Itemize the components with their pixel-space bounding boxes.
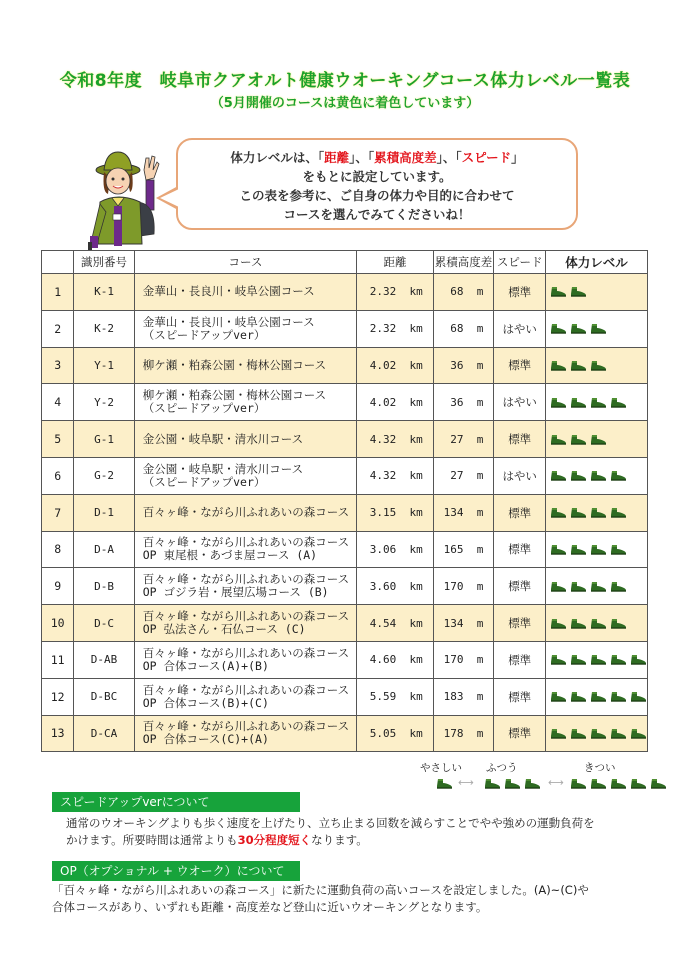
course-code: D-BC	[74, 678, 134, 715]
optional-text-line-1: 「百々ヶ峰・ながら川ふれあいの森コース」に新たに運動負荷の高いコースを設定しました。(A)~(C)や	[52, 883, 589, 897]
table-row	[42, 421, 648, 458]
course-level	[546, 494, 648, 531]
row-number: 6	[42, 457, 74, 494]
legend-hard-label: きつい	[584, 762, 616, 774]
boot-icon	[610, 618, 627, 629]
boot-icon	[570, 323, 587, 334]
speedup-section-body	[66, 815, 646, 849]
level-boots	[570, 778, 667, 789]
level-boots	[550, 434, 647, 445]
course-elevation: 170 m	[433, 641, 494, 678]
double-arrow-icon: ⟷	[548, 776, 564, 789]
speedup-text-line-1: 通常のウオーキングよりも歩く速度を上げたり、立ち止まる回数を減らすことでやや強めの運動負荷を	[66, 816, 595, 830]
course-name	[134, 605, 356, 642]
row-number: 1	[42, 274, 74, 311]
level-boots	[550, 360, 647, 371]
course-code: K-2	[74, 310, 134, 347]
boot-icon	[610, 470, 627, 481]
course-elevation: 170 m	[433, 568, 494, 605]
row-number: 7	[42, 494, 74, 531]
boot-icon	[590, 360, 607, 371]
boot-icon	[590, 618, 607, 629]
course-speed: はやい	[494, 384, 546, 421]
level-boots	[436, 778, 453, 789]
course-code: Y-2	[74, 384, 134, 421]
course-name	[134, 715, 356, 752]
table-row	[42, 568, 648, 605]
boot-icon	[570, 618, 587, 629]
row-number: 10	[42, 605, 74, 642]
course-elevation: 68 m	[433, 310, 494, 347]
course-level-table	[41, 250, 648, 752]
boot-icon	[610, 397, 627, 408]
header-no	[42, 251, 74, 274]
table-row	[42, 641, 648, 678]
course-speed: 標準	[494, 494, 546, 531]
level-boots	[550, 507, 647, 518]
boot-icon	[550, 286, 567, 297]
bubble-line-3: この表を参考に、ご自身の体力や目的に合わせて	[239, 188, 515, 203]
bubble-text: 」	[511, 150, 524, 165]
boot-icon	[550, 691, 567, 702]
course-elevation: 68 m	[433, 274, 494, 311]
course-speed: 標準	[494, 678, 546, 715]
course-code: K-1	[74, 274, 134, 311]
course-name	[134, 310, 356, 347]
row-number: 3	[42, 347, 74, 384]
course-name-line-2: OP 合体コース(B)+(C)	[142, 695, 269, 710]
course-level	[546, 421, 648, 458]
level-boots	[550, 691, 647, 702]
legend-normal-label: ふつう	[486, 762, 518, 774]
boot-icon	[550, 397, 567, 408]
course-elevation: 27 m	[433, 457, 494, 494]
course-name-line-1: 百々ヶ峰・ながら川ふれあいの森コース	[142, 682, 350, 697]
level-boots	[550, 654, 647, 665]
speedup-text: かけます。所要時間は通常よりも	[66, 833, 238, 847]
course-name-line-1: 百々ヶ峰・ながら川ふれあいの森コース	[142, 505, 350, 520]
bubble-line-1	[178, 148, 576, 167]
course-name-line-1: 百々ヶ峰・ながら川ふれあいの森コース	[142, 719, 350, 734]
speech-bubble	[176, 138, 578, 230]
course-code: D-1	[74, 494, 134, 531]
boot-icon	[590, 544, 607, 555]
row-number: 11	[42, 641, 74, 678]
level-boots	[550, 397, 647, 408]
course-name-line-1: 柳ケ瀬・粕森公園・梅林公園コース	[142, 388, 327, 403]
course-distance: 4.32 km	[357, 421, 434, 458]
level-boots	[550, 286, 647, 297]
course-name-line-1: 金華山・長良川・岐阜公園コース	[142, 314, 315, 329]
course-name-line-2: （スピードアップver）	[142, 401, 266, 416]
boot-icon	[570, 434, 587, 445]
boot-icon	[610, 507, 627, 518]
keyword-elevation: 累積高度差	[374, 150, 437, 165]
boot-icon	[590, 691, 607, 702]
row-number: 8	[42, 531, 74, 568]
course-name-line-1: 金公園・岐阜駅・清水川コース	[142, 431, 304, 446]
bubble-tail-inner	[160, 189, 179, 207]
course-name-line-1: 金公園・岐阜駅・清水川コース	[142, 461, 304, 476]
speedup-emphasis: 30分程度短く	[237, 833, 312, 847]
header-distance: 距離	[357, 251, 434, 274]
level-boots	[550, 728, 647, 739]
course-code: Y-1	[74, 347, 134, 384]
course-name-line-1: 百々ヶ峰・ながら川ふれあいの森コース	[142, 572, 350, 587]
optional-section-heading: OP（オプショナル + ウオーク）について	[52, 861, 300, 881]
course-elevation: 134 m	[433, 605, 494, 642]
boot-icon	[550, 544, 567, 555]
table-row	[42, 310, 648, 347]
course-name	[134, 384, 356, 421]
optional-text-line-2: 合体コースがあり、いずれも距離・高度差など登山に近いウオーキングとなります。	[52, 900, 488, 914]
optional-section-body	[52, 882, 632, 916]
course-level	[546, 384, 648, 421]
course-distance: 3.06 km	[357, 531, 434, 568]
boot-icon	[590, 470, 607, 481]
boot-icon	[650, 778, 667, 789]
level-boots	[484, 778, 541, 789]
course-name-line-1: 百々ヶ峰・ながら川ふれあいの森コース	[142, 609, 350, 624]
boot-icon	[570, 397, 587, 408]
header-elevation: 累積高度差	[433, 251, 494, 274]
course-name	[134, 274, 356, 311]
course-name	[134, 678, 356, 715]
speedup-text-line-2	[66, 832, 646, 849]
boot-icon	[590, 507, 607, 518]
course-elevation: 183 m	[433, 678, 494, 715]
boot-icon	[484, 778, 501, 789]
course-name	[134, 421, 356, 458]
course-elevation: 27 m	[433, 421, 494, 458]
boot-icon	[570, 544, 587, 555]
boot-icon	[524, 778, 541, 789]
header-speed: スピード	[494, 251, 546, 274]
boot-icon	[570, 654, 587, 665]
boot-icon	[630, 654, 647, 665]
course-code: D-C	[74, 605, 134, 642]
course-distance: 5.05 km	[357, 715, 434, 752]
course-level	[546, 274, 648, 311]
boot-icon	[590, 434, 607, 445]
row-number: 4	[42, 384, 74, 421]
course-level	[546, 531, 648, 568]
course-speed: 標準	[494, 605, 546, 642]
keyword-speed: スピード	[461, 150, 512, 165]
bubble-text: 」、「	[349, 150, 375, 165]
course-speed: 標準	[494, 347, 546, 384]
table-row	[42, 494, 648, 531]
course-code: D-A	[74, 531, 134, 568]
speedup-section-heading: スピードアップverについて	[52, 792, 300, 812]
course-level	[546, 310, 648, 347]
course-name-line-1: 百々ヶ峰・ながら川ふれあいの森コース	[142, 645, 350, 660]
legend-easy-boots	[436, 778, 453, 789]
course-elevation: 36 m	[433, 347, 494, 384]
course-distance: 4.02 km	[357, 384, 434, 421]
course-speed: 標準	[494, 274, 546, 311]
boot-icon	[570, 360, 587, 371]
course-name	[134, 494, 356, 531]
level-legend	[418, 760, 648, 794]
course-distance: 2.32 km	[357, 310, 434, 347]
table-header-row	[42, 251, 648, 274]
course-name	[134, 457, 356, 494]
bubble-line-4: コースを選んでみてくださいね！	[283, 207, 471, 222]
boot-icon	[550, 507, 567, 518]
course-speed: はやい	[494, 457, 546, 494]
course-name-line-2: OP 合体コース(A)+(B)	[142, 658, 269, 673]
course-speed: 標準	[494, 421, 546, 458]
course-name-line-1: 柳ケ瀬・粕森公園・梅林公園コース	[142, 357, 327, 372]
boot-icon	[610, 728, 627, 739]
boot-icon	[570, 470, 587, 481]
course-name-line-2: （スピードアップver）	[142, 474, 266, 489]
row-number: 12	[42, 678, 74, 715]
course-elevation: 36 m	[433, 384, 494, 421]
course-elevation: 165 m	[433, 531, 494, 568]
course-level	[546, 457, 648, 494]
boot-icon	[630, 728, 647, 739]
level-boots	[550, 323, 647, 334]
boot-icon	[610, 544, 627, 555]
table-row	[42, 531, 648, 568]
boot-icon	[630, 691, 647, 702]
boot-icon	[590, 728, 607, 739]
table-body	[42, 274, 648, 752]
course-code: D-CA	[74, 715, 134, 752]
course-distance: 3.15 km	[357, 494, 434, 531]
page-subtitle: （5月開催のコースは黄色に着色しています）	[210, 96, 480, 111]
boot-icon	[550, 470, 567, 481]
bubble-line-2: をもとに設定しています。	[302, 169, 452, 184]
level-boots	[550, 581, 647, 592]
boot-icon	[610, 581, 627, 592]
course-name	[134, 531, 356, 568]
boot-icon	[550, 654, 567, 665]
course-distance: 2.32 km	[357, 274, 434, 311]
boot-icon	[610, 778, 627, 789]
boot-icon	[504, 778, 521, 789]
course-speed: 標準	[494, 641, 546, 678]
page-title: 令和8年度 岐阜市クアオルト健康ウオーキングコース体力レベル一覧表	[59, 71, 631, 91]
boot-icon	[590, 581, 607, 592]
course-level	[546, 605, 648, 642]
boot-icon	[570, 286, 587, 297]
row-number: 13	[42, 715, 74, 752]
table-row	[42, 678, 648, 715]
table-row	[42, 347, 648, 384]
boot-icon	[590, 397, 607, 408]
course-name	[134, 568, 356, 605]
course-name-line-2: OP 弘法さん・石仏コース (C)	[142, 622, 306, 637]
boot-icon	[550, 360, 567, 371]
course-level	[546, 678, 648, 715]
boot-icon	[570, 581, 587, 592]
boot-icon	[550, 618, 567, 629]
course-speed: はやい	[494, 310, 546, 347]
boot-icon	[550, 581, 567, 592]
course-distance: 3.60 km	[357, 568, 434, 605]
boot-icon	[590, 778, 607, 789]
boot-icon	[590, 654, 607, 665]
legend-easy-label: やさしい	[420, 762, 462, 774]
course-code: D-AB	[74, 641, 134, 678]
bubble-text: 体力レベルは、「	[230, 150, 325, 165]
course-distance: 4.60 km	[357, 641, 434, 678]
course-elevation: 178 m	[433, 715, 494, 752]
course-distance: 4.32 km	[357, 457, 434, 494]
course-distance: 4.54 km	[357, 605, 434, 642]
course-speed: 標準	[494, 568, 546, 605]
course-name	[134, 347, 356, 384]
row-number: 2	[42, 310, 74, 347]
course-name-line-1: 百々ヶ峰・ながら川ふれあいの森コース	[142, 535, 350, 550]
course-code: D-B	[74, 568, 134, 605]
boot-icon	[550, 728, 567, 739]
bubble-text: 」、「	[436, 150, 462, 165]
table-row	[42, 605, 648, 642]
table-row	[42, 715, 648, 752]
boot-icon	[436, 778, 453, 789]
row-number: 9	[42, 568, 74, 605]
boot-icon	[610, 654, 627, 665]
boot-icon	[570, 691, 587, 702]
boot-icon	[590, 323, 607, 334]
course-speed: 標準	[494, 715, 546, 752]
level-boots	[550, 470, 647, 481]
header-code: 識別番号	[74, 251, 134, 274]
legend-hard-boots	[570, 778, 667, 789]
header-level: 体力レベル	[546, 251, 648, 274]
course-level	[546, 715, 648, 752]
boot-icon	[570, 728, 587, 739]
level-boots	[550, 618, 647, 629]
row-number: 5	[42, 421, 74, 458]
course-elevation: 134 m	[433, 494, 494, 531]
level-boots	[550, 544, 647, 555]
course-speed: 標準	[494, 531, 546, 568]
boot-icon	[630, 778, 647, 789]
boot-icon	[570, 778, 587, 789]
course-name-line-1: 金華山・長良川・岐阜公園コース	[142, 284, 315, 299]
course-distance: 4.02 km	[357, 347, 434, 384]
keyword-distance: 距離	[324, 150, 350, 165]
boot-icon	[570, 507, 587, 518]
course-name-line-2: OP ゴジラ岩・展望広場コース (B)	[142, 585, 329, 600]
table-row	[42, 457, 648, 494]
course-distance: 5.59 km	[357, 678, 434, 715]
course-code: G-2	[74, 457, 134, 494]
header-course: コース	[134, 251, 356, 274]
boot-icon	[550, 434, 567, 445]
table-row	[42, 384, 648, 421]
legend-normal-boots	[484, 778, 541, 789]
speedup-text: なります。	[311, 833, 368, 847]
course-level	[546, 347, 648, 384]
boot-icon	[610, 691, 627, 702]
boot-icon	[550, 323, 567, 334]
course-name-line-2: OP 合体コース(C)+(A)	[142, 732, 269, 747]
course-code: G-1	[74, 421, 134, 458]
double-arrow-icon: ⟷	[458, 776, 474, 789]
course-level	[546, 641, 648, 678]
course-name-line-2: （スピードアップver）	[142, 327, 266, 342]
course-level	[546, 568, 648, 605]
course-name-line-2: OP 東尾根・あづま屋コース (A)	[142, 548, 318, 563]
course-name	[134, 641, 356, 678]
table-row	[42, 274, 648, 311]
